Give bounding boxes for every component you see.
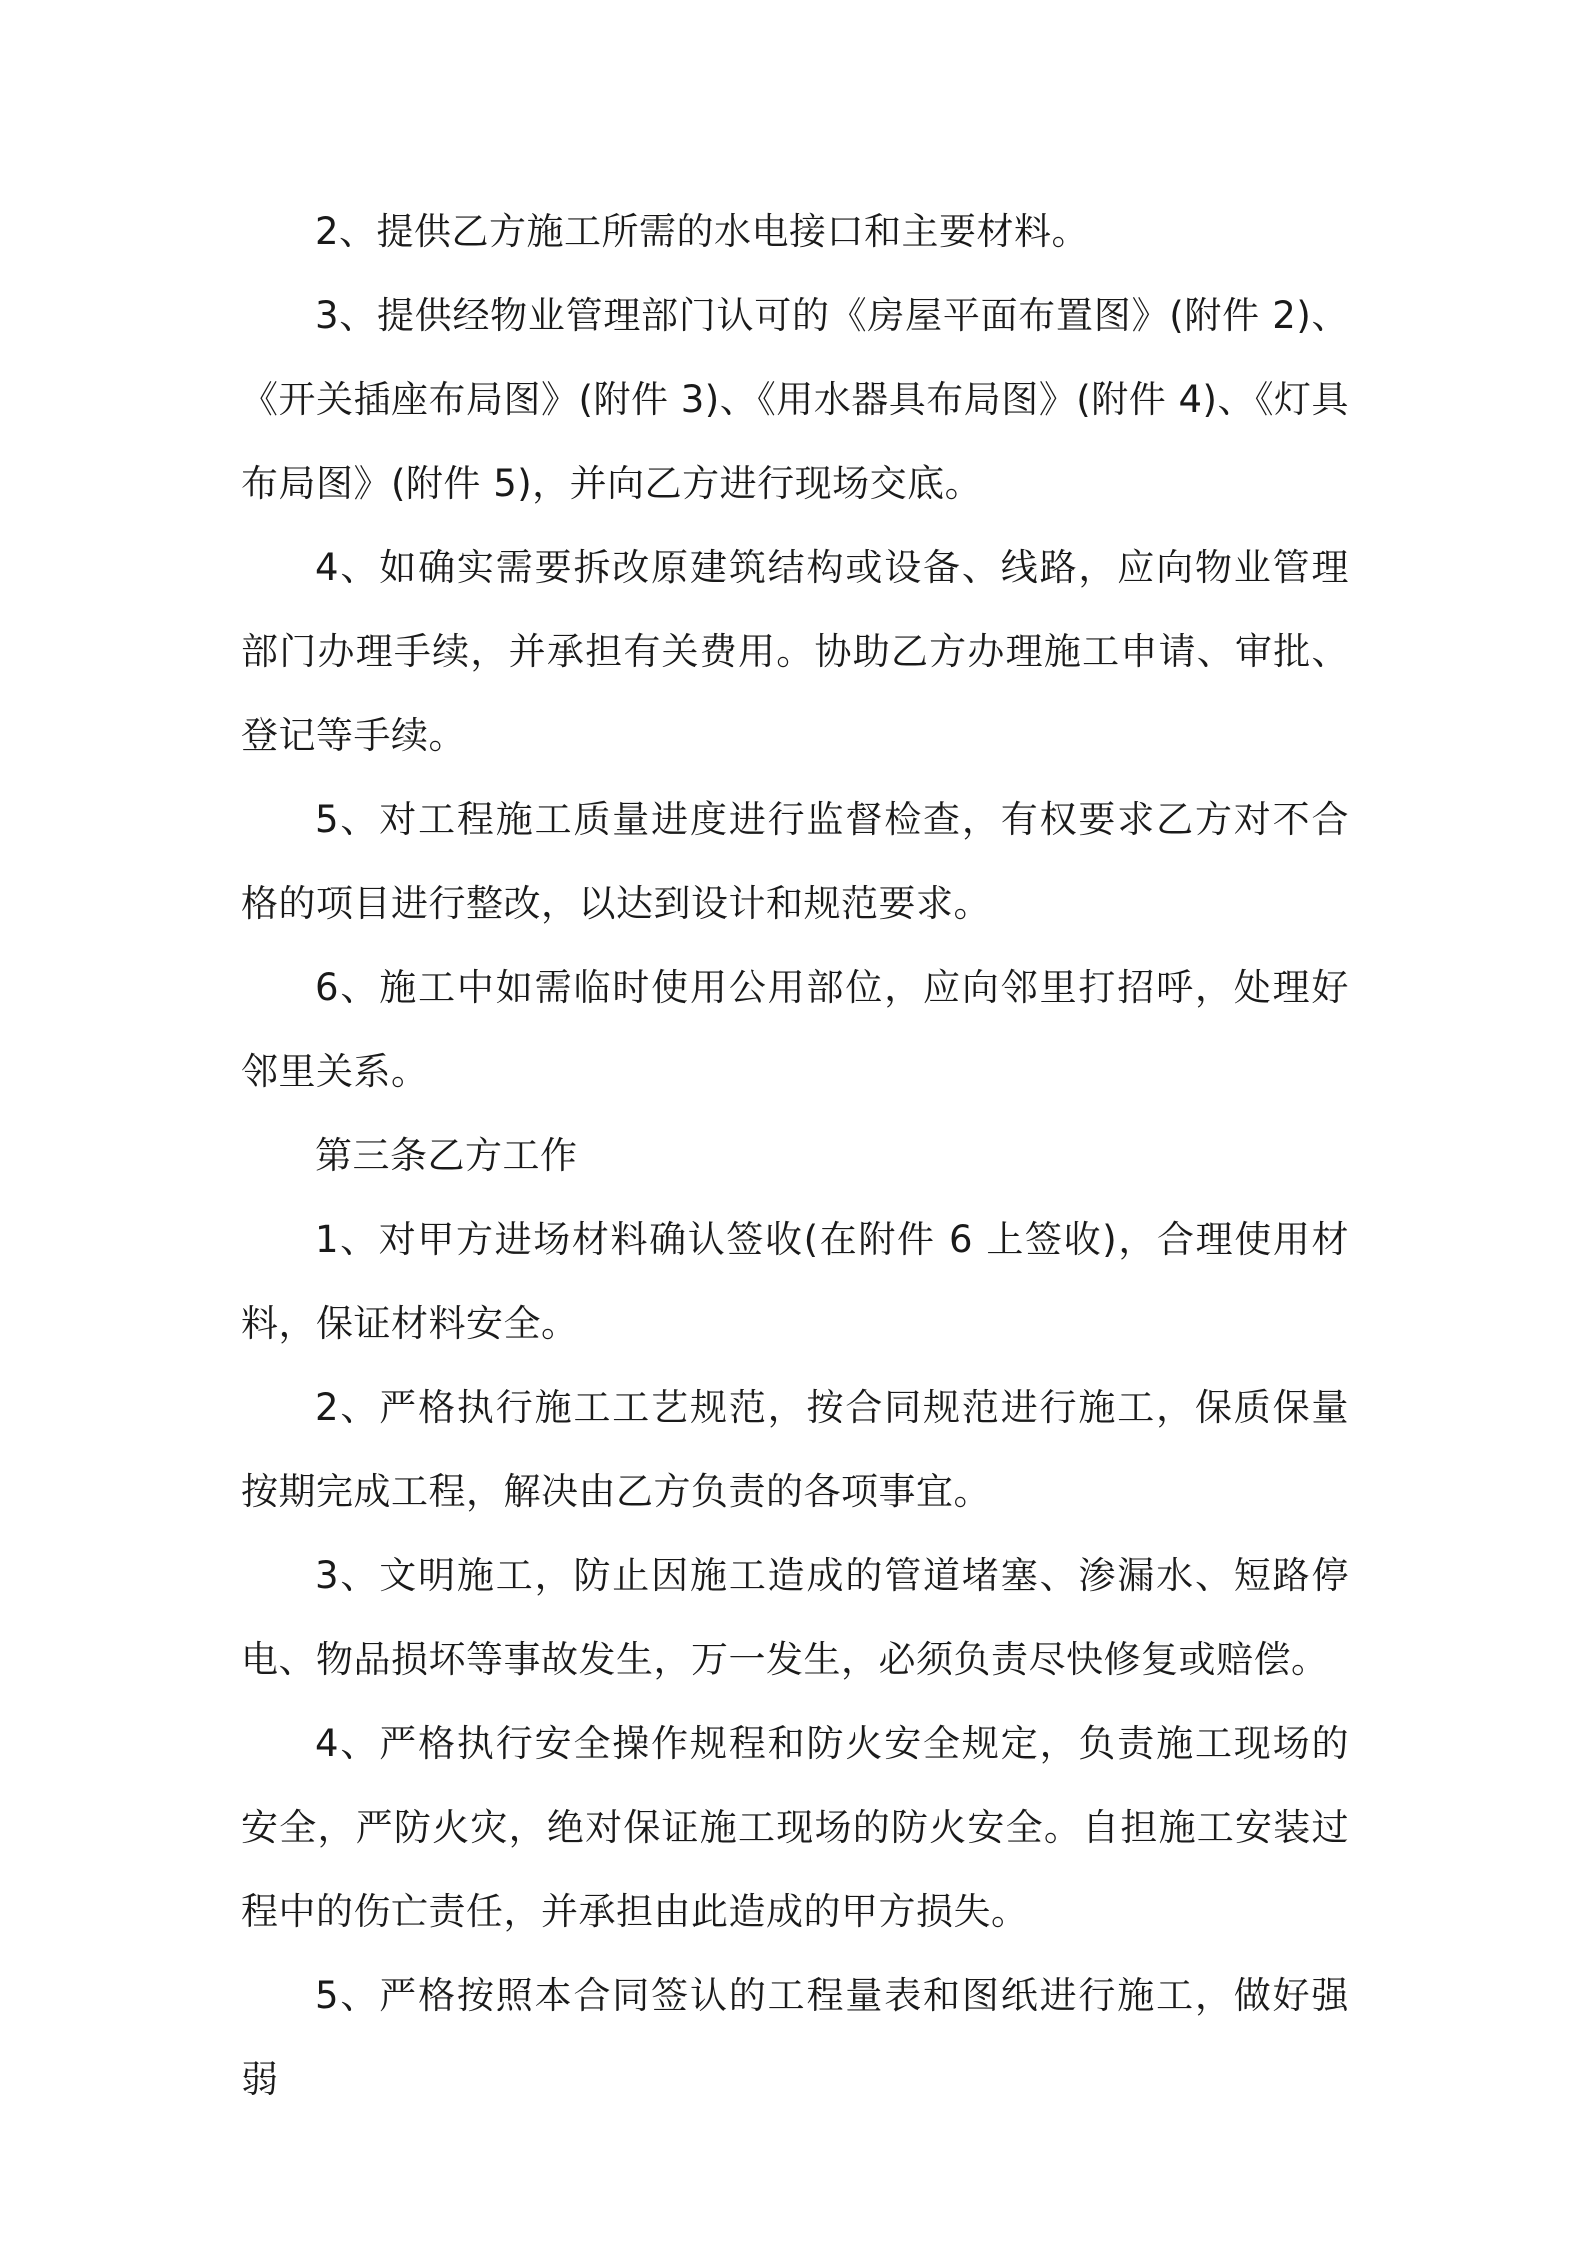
paragraph-9: 4、严格执行安全操作规程和防火安全规定，负责施工现场的安全，严防火灾，绝对保证施工现场的防火安全。自担施工安装过程中的伤亡责任，并承担由此造成的甲方损失。 bbox=[241, 1722, 1349, 1933]
paragraph-7: 2、严格执行施工工艺规范，按合同规范进行施工，保质保量按期完成工程，解决由乙方负责的各项事宜。 bbox=[241, 1386, 1349, 1513]
paragraph-5: 6、施工中如需临时使用公用部位，应向邻里打招呼，处理好邻里关系。 bbox=[241, 966, 1349, 1093]
document-body bbox=[241, 190, 1349, 2122]
paragraph-6: 1、对甲方进场材料确认签收(在附件 6 上签收)，合理使用材料，保证材料安全。 bbox=[241, 1218, 1349, 1345]
paragraph-1: 2、提供乙方施工所需的水电接口和主要材料。 bbox=[315, 210, 1090, 253]
paragraph-4: 5、对工程施工质量进度进行监督检查，有权要求乙方对不合格的项目进行整改，以达到设计和规范要求。 bbox=[241, 798, 1349, 925]
paragraph-2: 3、提供经物业管理部门认可的《房屋平面布置图》(附件 2)、《开关插座布局图》(附件 3)、《用水器具布局图》(附件 4)、《灯具布局图》(附件 5)，并向乙方进行现场交底。 bbox=[241, 294, 1349, 505]
paragraph-8: 3、文明施工，防止因施工造成的管道堵塞、渗漏水、短路停电、物品损坏等事故发生，万一发生，必须负责尽快修复或赔偿。 bbox=[241, 1554, 1349, 1681]
paragraph-3: 4、如确实需要拆改原建筑结构或设备、线路，应向物业管理部门办理手续，并承担有关费用。协助乙方办理施工申请、审批、登记等手续。 bbox=[241, 546, 1349, 757]
section-heading: 第三条乙方工作 bbox=[315, 1134, 578, 1177]
paragraph-10: 5、严格按照本合同签认的工程量表和图纸进行施工，做好强弱 bbox=[241, 1974, 1349, 2101]
